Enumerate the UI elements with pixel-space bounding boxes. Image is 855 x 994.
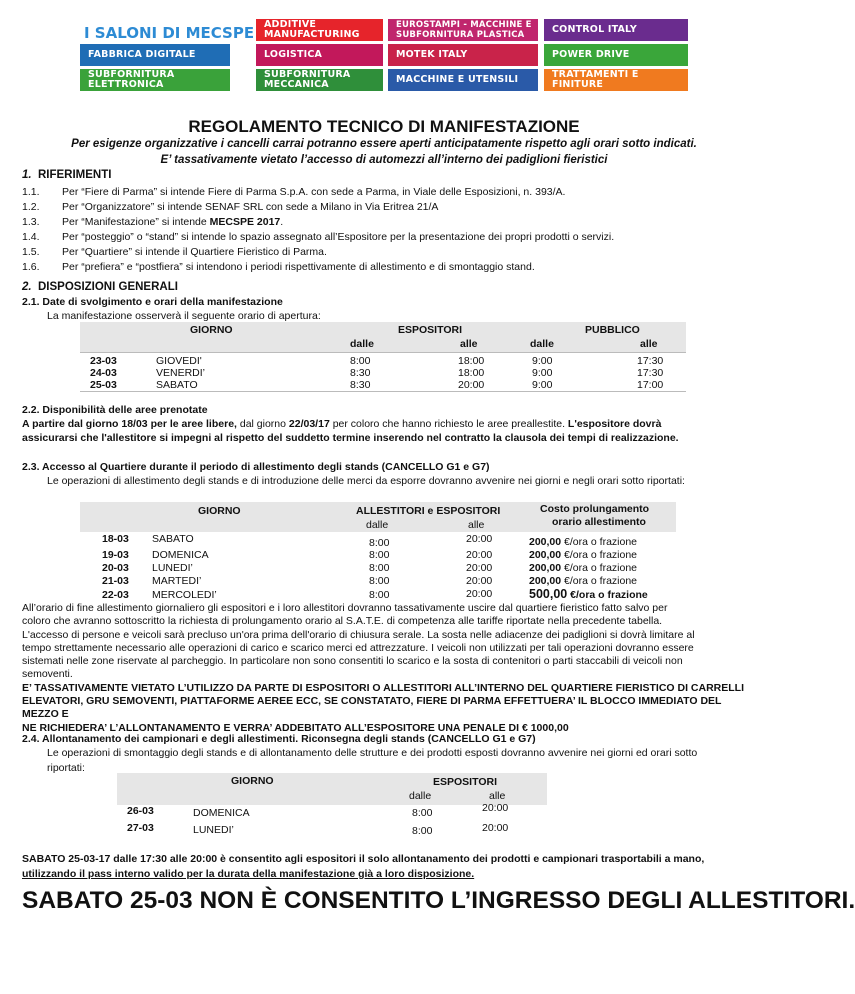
tile-motek-italy: MOTEK ITALY xyxy=(388,44,538,66)
col-dalle: dalle xyxy=(530,338,554,350)
section-2-2-heading: 2.2. Disponibilità delle aree prenotate xyxy=(22,404,208,416)
table-cell: SABATO xyxy=(156,379,198,391)
table-cell: 17:00 xyxy=(637,379,664,391)
table-cell: 200,00 €/ora o frazione xyxy=(529,549,638,561)
ref-item: 1.3. Per “Manifestazione” si intende MECSPE 2017. xyxy=(22,216,284,228)
opening-hours-table xyxy=(80,322,686,390)
section-2-4-heading: 2.4. Allontanamento dei campionari e degli allestimenti. Riconsegna degli stands (CANCELLO G1 e G7) xyxy=(22,733,536,745)
tile-subfornitura-meccanica: SUBFORNITURA MECCANICA xyxy=(256,69,383,91)
tile-macchine-utensili: MACCHINE E UTENSILI xyxy=(388,69,538,91)
section-2-heading: 2. DISPOSIZIONI GENERALI xyxy=(22,281,178,293)
table-cell: 17:30 xyxy=(637,367,664,379)
table-cell: 8:00 xyxy=(369,562,390,574)
section-2-3-paragraph: All’orario di fine allestimento giornaliero gli espositori e i loro allestitori dovranno tassativamente uscire dal quartiere fieristico fatto salvo per coloro che avranno sottoscritto la richiesta di prolungamento orario al S.A.T.E. di competenza alle tariffe riportate nella precedente tabella. L'accesso di persone e veicoli sarà precluso un'ora prima dell'orario di chiusura serale. La sosta nelle adiacenze dei padiglioni si dovrà limitare al tempo strettamente necessario alle operazioni di carico e scarico merci ed attrezzature. I veicoli non utilizzati per tali operazioni dovranno essere sistemati nelle zone riservate al parcheggio. In particolare non sono consentiti lo scarico e la sosta di contenitori o parti staccabili di veicoli non semoventi. E’ TASSATIVAMENTE VIETATO L’UTILIZZO DA PARTE DI ESPOSITORI O ALLESTITORI ALL’INTERNO DEL QUARTIERE FIERISTICO DI CARRELLI ELEVATORI, GRU SEMOVENTI, PIATTAFORME AEREE ECC, SE CONSTATATO, FIERE DI PARMA EFFETTUERA’ IL BLOCCO IMMEDIATO DEL MEZZO E NE RICHIEDERA’ L’ALLONTANAMENTO E VERRA’ ADDEBITATO ALL’ESPOSITORE UNA PENALE DI € 1000,00 xyxy=(22,602,745,734)
table-cell: 20:00 xyxy=(466,562,493,574)
section-2-1-intro: La manifestazione osserverà il seguente orario di apertura: xyxy=(47,310,321,322)
table-cell: 20:00 xyxy=(458,379,485,391)
tile-power-drive: POWER DRIVE xyxy=(544,44,688,66)
table-cell: 18:00 xyxy=(458,367,485,379)
teardown-hours-table xyxy=(117,773,547,837)
tile-fabbrica-digitale: FABBRICA DIGITALE xyxy=(80,44,230,66)
table-cell: 9:00 xyxy=(532,379,553,391)
table-cell: 20:00 xyxy=(482,802,509,814)
col-dalle: dalle xyxy=(350,338,374,350)
table-cell: 18-03 xyxy=(102,533,129,545)
section-2-2-text: A partire dal giorno 18/03 per le aree libere, dal giorno 22/03/17 per coloro che hanno richiesto le aree preallestite. L'espositore dovrà xyxy=(22,418,662,430)
table-cell: GIOVEDI' xyxy=(156,355,202,367)
table-cell: 200,00 €/ora o frazione xyxy=(529,575,638,587)
section-2-4-intro-2: riportati: xyxy=(47,762,85,774)
col-alle: alle xyxy=(460,338,478,350)
tile-additive-manufacturing: ADDITIVE MANUFACTURING xyxy=(256,19,383,41)
col-allestitori: ALLESTITORI e ESPOSITORI xyxy=(356,505,501,517)
table-cell: 20:00 xyxy=(466,533,493,545)
notice-line-2: E’ tassativamente vietato l’accesso di automezzi all’interno dei padiglioni fieristici xyxy=(160,154,608,166)
table-cell: 8:00 xyxy=(350,355,371,367)
table-cell: 200,00 €/ora o frazione xyxy=(529,536,638,548)
table-cell: 18:00 xyxy=(458,355,485,367)
tile-trattamenti-finiture: TRATTAMENTI E FINITURE xyxy=(544,69,688,91)
table-cell: 26-03 xyxy=(127,805,154,817)
table-cell: LUNEDI’ xyxy=(193,824,234,836)
divider xyxy=(80,391,686,392)
table-cell: 20:00 xyxy=(466,549,493,561)
ref-item: 1.1. Per “Fiere di Parma” si intende Fiere di Parma S.p.A. con sede a Parma, in Viale delle Esposizioni, n. 393/A. xyxy=(22,186,566,198)
table-cell: 9:00 xyxy=(532,355,553,367)
col-alle: alle xyxy=(468,519,485,531)
ref-item: 1.6. Per “prefiera” e “postfiera” si intendono i periodi rispettivamente di allestimento e di smontaggio stand. xyxy=(22,261,535,273)
table-cell: 23-03 xyxy=(90,355,117,367)
table-cell: 24-03 xyxy=(90,367,117,379)
table-cell: 8:00 xyxy=(369,575,390,587)
table-cell: 17:30 xyxy=(637,355,664,367)
tile-control-italy: CONTROL ITALY xyxy=(544,19,688,41)
table-cell: 9:00 xyxy=(532,367,553,379)
setup-hours-table xyxy=(80,502,676,602)
final-note-2: utilizzando il pass interno valido per la durata della manifestazione già a loro disposizione. xyxy=(22,868,475,880)
col-alle: alle xyxy=(640,338,658,350)
table-cell: 20:00 xyxy=(482,822,509,834)
section-2-3-heading: 2.3. Accesso al Quartiere durante il periodo di allestimento degli stands (CANCELLO G1 e G7) xyxy=(22,461,490,473)
col-espositori: ESPOSITORI xyxy=(433,776,497,788)
notice-line-1: Per esigenze organizzative i cancelli carrai potranno essere aperti anticipatamente rispetto agli orari sotto indicati. xyxy=(71,138,697,150)
col-cost-1: Costo prolungamento xyxy=(540,503,650,515)
col-cost-2: orario allestimento xyxy=(552,516,646,528)
table-cell: 25-03 xyxy=(90,379,117,391)
table-cell: VENERDI’ xyxy=(156,367,206,379)
table-cell: SABATO xyxy=(152,533,194,545)
table-cell: 8:00 xyxy=(369,537,390,549)
divider xyxy=(80,352,686,353)
table-cell: DOMENICA xyxy=(193,807,250,819)
page-title: REGOLAMENTO TECNICO DI MANIFESTAZIONE xyxy=(188,117,580,136)
table-cell: 8:30 xyxy=(350,367,371,379)
ref-item: 1.2. Per “Organizzatore” si intende SENAF SRL con sede a Milano in Via Eritrea 21/A xyxy=(22,201,439,213)
section-2-4-intro: Le operazioni di smontaggio degli stands e di allontanamento delle strutture e dei prodotti esposti dovranno avvenire nei giorni ed orari sotto xyxy=(47,747,698,759)
col-giorno: GIORNO xyxy=(231,775,274,787)
table-cell: MARTEDI’ xyxy=(152,575,202,587)
table-cell: 8:00 xyxy=(412,807,433,819)
table-cell: 8:00 xyxy=(369,589,390,601)
ref-item: 1.5. Per “Quartiere” si intende il Quartiere Fieristico di Parma. xyxy=(22,246,327,258)
table-cell: 200,00 €/ora o frazione xyxy=(529,562,638,574)
table-cell: MERCOLEDI’ xyxy=(152,589,217,601)
table-cell: 21-03 xyxy=(102,575,129,587)
table-cell: 27-03 xyxy=(127,822,154,834)
final-note-1: SABATO 25-03-17 dalle 17:30 alle 20:00 è consentito agli espositori il solo allontanamento dei prodotti e campionari trasportabili a mano, xyxy=(22,853,705,865)
col-dalle: dalle xyxy=(366,519,389,531)
table-cell: 19-03 xyxy=(102,549,129,561)
table-cell: 8:00 xyxy=(369,549,390,561)
section-1-heading: 1. RIFERIMENTI xyxy=(22,169,112,181)
table-cell: 20-03 xyxy=(102,562,129,574)
section-2-3-intro: Le operazioni di allestimento degli stands e di introduzione delle merci da esporre dovranno avvenire nei giorni e negli orari sotto riportati: xyxy=(47,475,685,487)
col-dalle: dalle xyxy=(409,790,432,802)
tile-eurostampi: EUROSTAMPI - MACCHINE E SUBFORNITURA PLASTICA xyxy=(388,19,538,41)
header-banner xyxy=(78,16,688,92)
tile-logistica: LOGISTICA xyxy=(256,44,383,66)
final-warning: SABATO 25-03 NON È CONSENTITO L’INGRESSO DEGLI ALLESTITORI. xyxy=(22,887,855,914)
table-cell: LUNEDI’ xyxy=(152,562,193,574)
table-cell: DOMENICA xyxy=(152,549,209,561)
ref-item: 1.4. Per “posteggio” o “stand” si intende lo spazio assegnato all’Espositore per la presentazione dei propri prodotti o servizi. xyxy=(22,231,615,243)
col-espositori: ESPOSITORI xyxy=(398,324,462,336)
section-2-2-text-2: assicurarsi che l'allestitore si impegni al rispetto del suddetto termine inserendo nel contratto la clausola dei tempi di realizzazione. xyxy=(22,432,679,444)
table-cell: 20:00 xyxy=(466,588,493,600)
col-giorno: GIORNO xyxy=(190,324,233,336)
table-cell: 500,00 €/ora o frazione xyxy=(529,587,648,601)
section-2-1-heading: 2.1. Date di svolgimento e orari della manifestazione xyxy=(22,296,283,308)
table-cell: 22-03 xyxy=(102,589,129,601)
col-giorno: GIORNO xyxy=(198,505,241,517)
table-cell: 8:00 xyxy=(412,825,433,837)
col-pubblico: PUBBLICO xyxy=(585,324,640,336)
mecspe-logo: I SALONI DI MECSPE xyxy=(84,24,255,42)
col-alle: alle xyxy=(489,790,506,802)
table-cell: 8:30 xyxy=(350,379,371,391)
table-cell: 20:00 xyxy=(466,575,493,587)
tile-subfornitura-elettronica: SUBFORNITURA ELETTRONICA xyxy=(80,69,230,91)
